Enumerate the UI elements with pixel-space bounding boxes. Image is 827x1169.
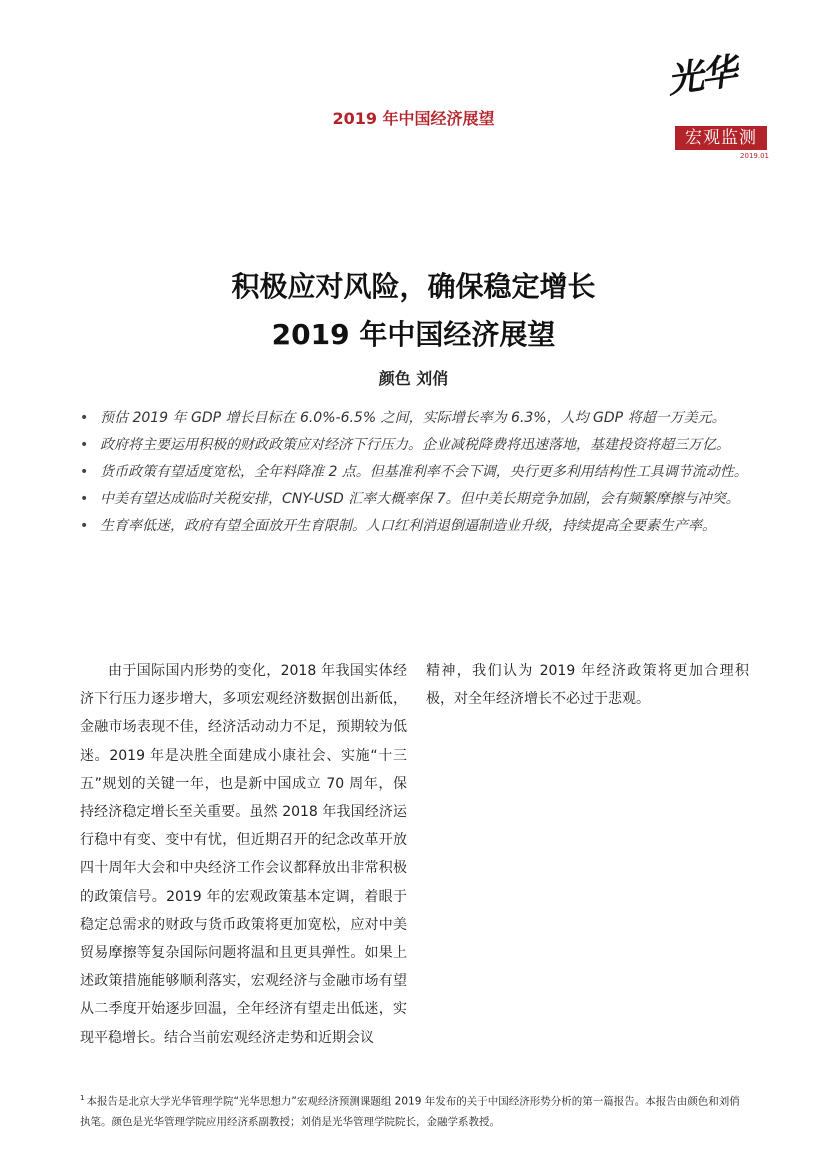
key-point: • 中美有望达成临时关税安排，CNY-USD 汇率大概率保 7。但中美长期竞争加剧，会有频繁摩擦与冲突。: [80, 487, 750, 511]
key-points-list: [80, 406, 750, 541]
key-point: • 政府将主要运用积极的财政政策应对经济下行压力。企业减税降费将迅速落地，基建投资将超三万亿。: [80, 433, 750, 457]
page-title-line1: 积极应对风险，确保稳定增长: [231, 270, 596, 303]
logo-date: 2019.01: [740, 152, 769, 160]
bullet-icon: •: [80, 518, 89, 534]
bullet-icon: •: [80, 410, 89, 426]
bullet-icon: •: [80, 491, 89, 507]
logo-calligraphy: 光华: [664, 50, 738, 102]
key-point: • 生育率低迷，政府有望全面放开生育限制。人口红利消退倒逼制造业升级，持续提高全要素生产率。: [80, 514, 750, 538]
footnote: [80, 1088, 750, 1132]
bullet-icon: •: [80, 437, 89, 453]
logo-box-text: 宏观监测: [675, 126, 767, 150]
footnote-marker: 1: [80, 1094, 85, 1102]
key-point: • 预估 2019 年 GDP 增长目标在 6.0%-6.5% 之间，实际增长率为 6.3%，人均 GDP 将超一万美元。: [80, 406, 750, 430]
key-point: • 货币政策有望适度宽松，全年料降准 2 点。但基准利率不会下调，央行更多利用结构性工具调节流动性。: [80, 460, 750, 484]
footnote-text: 本报告是北京大学光华管理学院“光华思想力”宏观经济预测课题组 2019 年发布的关于中国经济形势分析的第一篇报告。本报告由颜色和刘俏执笔。颜色是光华管理学院应用经济系副教授；刘俏是光华管理学院院长，金融学系教授。: [80, 1095, 740, 1128]
header-title: 2019 年中国经济展望: [332, 109, 495, 128]
body-paragraph-left: 由于国际国内形势的变化，2018 年我国实体经济下行压力逐步增大，多项宏观经济数据创出新低，金融市场表现不佳，经济活动动力不足，预期较为低迷。2019 年是决胜全面建成小康社会、实施“十三五”规划的关键一年，也是新中国成立 70 周年，保持经济稳定增长至关重要。虽然 2018 年我国经济运行稳中有变、变中有忧，但近期召开的纪念改革开放四十周年大会和中央经济工作会议都释放出非常积极的政策信号。2019 年的宏观政策基本定调，着眼于稳定总需求的财政与货币政策将更加宽松，应对中美贸易摩擦等复杂国际问题将温和且更具弹性。如果上述政策措施能够顺利落实，宏观经济与金融市场有望从二季度开始逐步回温，全年经济有望走出低迷，实现平稳增长。结合当前宏观经济走势和近期会议: [80, 663, 407, 1046]
guanghua-logo: [665, 48, 775, 168]
page-title-line2: 2019 年中国经济展望: [271, 318, 556, 351]
body-paragraph-right: 精神，我们认为 2019 年经济政策将更加合理积极，对全年经济增长不必过于悲观。: [426, 663, 749, 708]
bullet-icon: •: [80, 464, 89, 480]
authors: 颜色 刘俏: [378, 369, 449, 388]
